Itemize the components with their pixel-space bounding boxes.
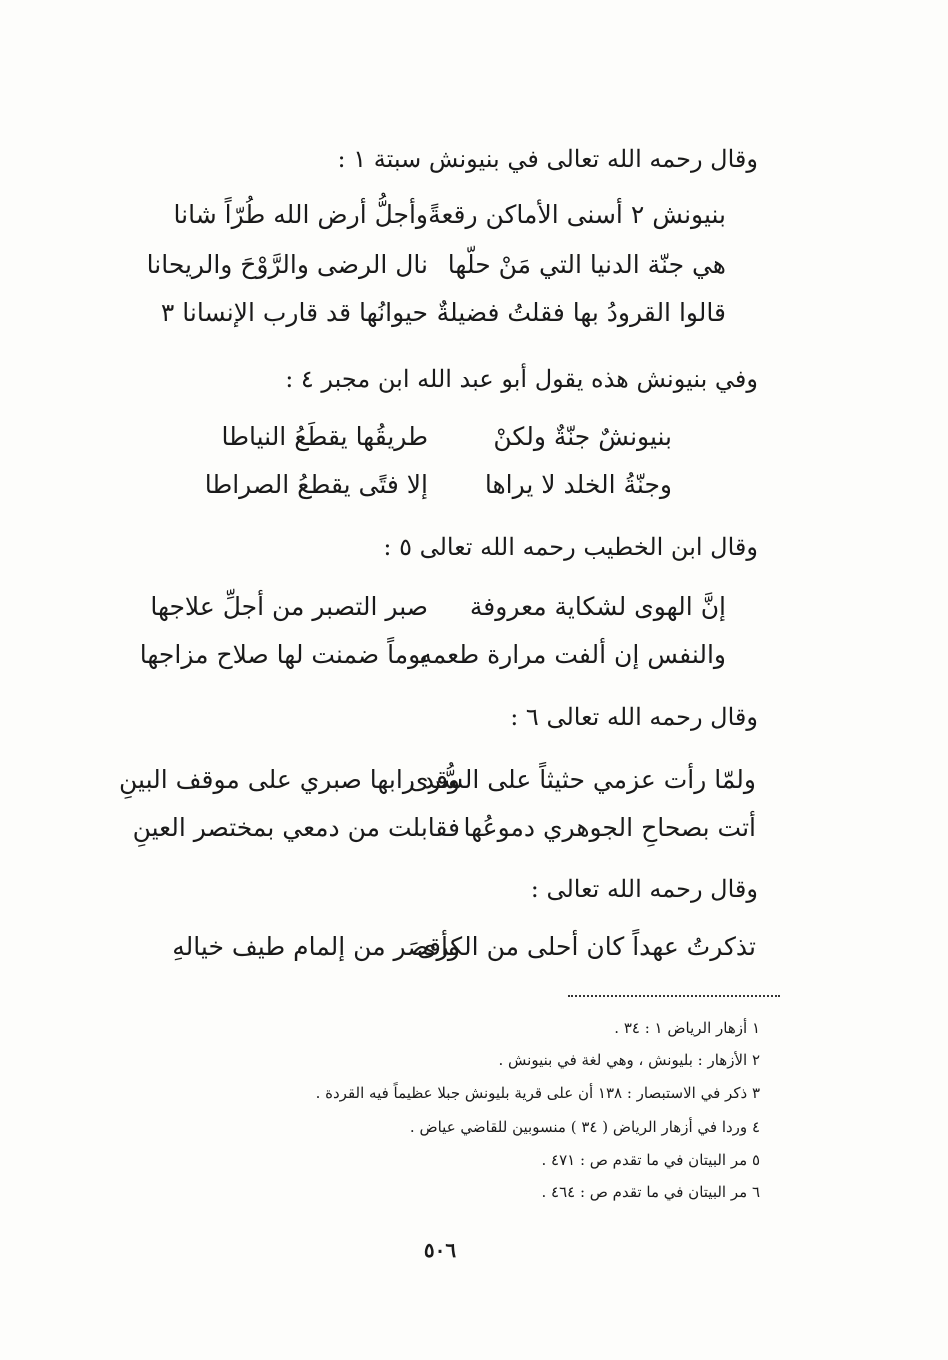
verse-hemistich-right: ولمّا رأت عزمي حثيثاً على السُّرى <box>409 765 756 794</box>
verse-hemistich-left: حيوانُها قد قارب الإنسانا ٣ <box>160 298 428 327</box>
footnote: ٦ مر البيتان في ما تقدم ص : ٤٦٤ . <box>541 1183 760 1201</box>
verse-hemistich-right: قالوا القرودُ بها فقلتُ فضيلةٌ <box>436 298 726 327</box>
footnote: ٤ وردا في أزهار الرياض ( ٣٤ ) منسوبين للقاضي عياض . <box>409 1118 760 1136</box>
verse-hemistich-left: فقابلت من دمعي بمختصر العينِ <box>132 813 460 842</box>
verse-hemistich-right: والنفس إن ألفت مرارة طعمه <box>419 640 726 669</box>
verse-hemistich-left: وأقصَر من إلمام طيف خيالهِ <box>172 932 460 961</box>
verse-hemistich-right: بنيونشٌ جنّةٌ ولكنْ <box>493 422 672 451</box>
verse-hemistich-right: إنَّ الهوى لشكاية معروفة <box>469 592 726 621</box>
footnote-separator <box>568 995 780 997</box>
verse-hemistich-left: طريقُها يقطَعُ النياطا <box>221 422 428 451</box>
footnote: ٢ الأزهار : بليونش ، وهي لغة في بنيونش . <box>498 1051 760 1069</box>
section-intro: وفي بنيونش هذه يقول أبو عبد الله ابن مجبر ٤ : <box>285 365 758 393</box>
page-number: ٥٠٦ <box>423 1238 457 1262</box>
section-intro: وقال رحمه الله تعالى : <box>530 875 758 903</box>
verse-hemistich-left: نال الرضى والرَّوْحَ والريحانا <box>146 250 428 279</box>
footnote: ١ أزهار الرياض ١ : ٣٤ . <box>614 1019 760 1037</box>
verse-hemistich-right: تذكرتُ عهداً كان أحلى من الكرى <box>416 932 756 961</box>
verse-hemistich-left: وأجلُّ أرض الله طُرّاً شانا <box>173 200 428 229</box>
verse-hemistich-right: هي جنّة الدنيا التي مَنْ حلّها <box>447 250 726 279</box>
verse-hemistich-left: صبر التصبر من أجلِّ علاجها <box>150 592 428 621</box>
section-intro: وقال رحمه الله تعالى في بنيونش سبتة ١ : <box>337 145 758 173</box>
verse-hemistich-right: بنيونش ٢ أسنى الأماكن رقعةً <box>428 200 726 229</box>
verse-hemistich-right: أتت بصحاحِ الجوهري دموعُها <box>463 813 756 842</box>
section-intro: وقال رحمه الله تعالى ٦ : <box>510 703 758 731</box>
verse-hemistich-left: إلا فتًى يقطعُ الصراطا <box>204 470 428 499</box>
footnote: ٥ مر البيتان في ما تقدم ص : ٤٧١ . <box>541 1151 760 1169</box>
footnote: ٣ ذكر في الاستبصار : ١٣٨ أن على قرية بليونش جبلا عظيماً فيه القردة . <box>315 1084 760 1102</box>
section-intro: وقال ابن الخطيب رحمه الله تعالى ٥ : <box>383 533 758 561</box>
verse-hemistich-left: وقد رابها صبري على موقف البينِ <box>119 765 460 794</box>
verse-hemistich-right: وجنّةُ الخلد لا يراها <box>484 470 672 499</box>
verse-hemistich-left: يوماً ضمنت لها صلاح مزاجها <box>139 640 428 669</box>
